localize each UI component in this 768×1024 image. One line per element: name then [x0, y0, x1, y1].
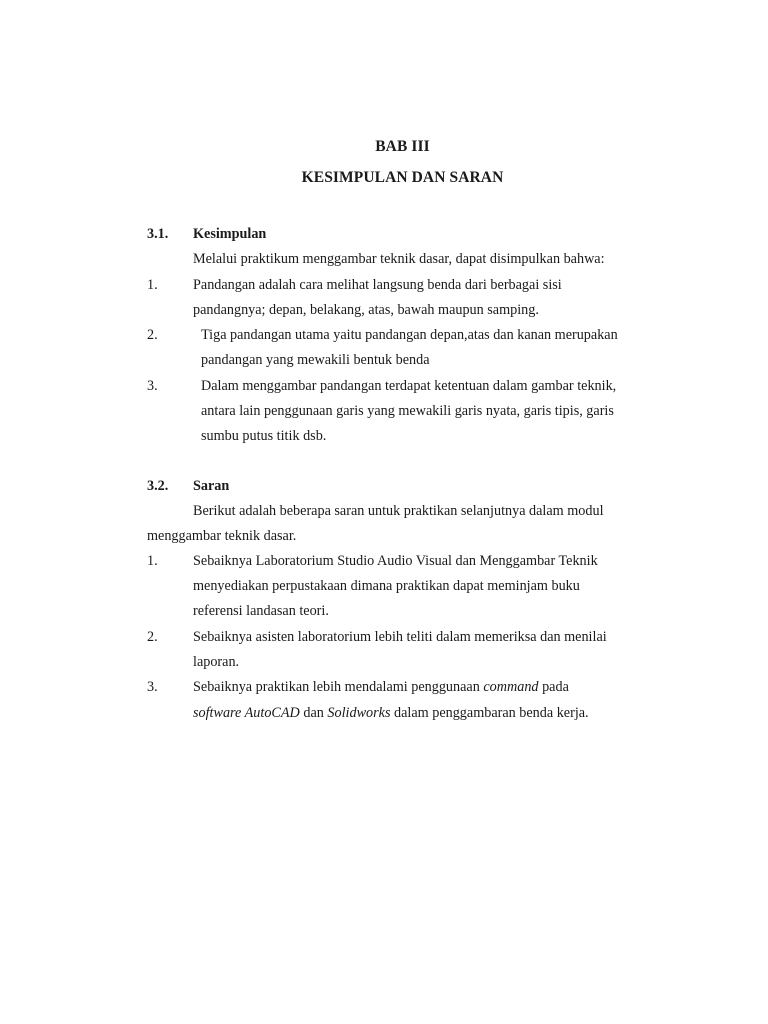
chapter-title: KESIMPULAN DAN SARAN	[301, 169, 504, 186]
kesimpulan-item-3-line-1: Dalam menggambar pandangan terdapat ketentuan dalam gambar teknik,	[201, 378, 617, 394]
saran-item-3-italic-software: software AutoCAD	[193, 705, 300, 721]
kesimpulan-item-3-line-2: antara lain penggunaan garis yang mewakili garis nyata, garis tipis, garis	[201, 403, 614, 419]
saran-item-1-line-1: Sebaiknya Laboratorium Studio Audio Visual dan Menggambar Teknik	[193, 553, 598, 569]
saran-item-2-number: 2.	[147, 629, 158, 645]
saran-item-3-text-a: Sebaiknya praktikan lebih mendalami penggunaan	[193, 679, 480, 695]
saran-item-1-number: 1.	[147, 553, 158, 569]
saran-intro-line-1: Berikut adalah beberapa saran untuk praktikan selanjutnya dalam modul	[193, 503, 604, 519]
kesimpulan-intro: Melalui praktikum menggambar teknik dasar, dapat disimpulkan bahwa:	[193, 251, 605, 267]
kesimpulan-item-2-number: 2.	[147, 327, 158, 343]
saran-item-3-text-d: dalam penggambaran benda kerja.	[394, 705, 589, 721]
kesimpulan-item-3-number: 3.	[147, 378, 158, 394]
saran-item-2-line-1: Sebaiknya asisten laboratorium lebih teliti dalam memeriksa dan menilai	[193, 629, 607, 645]
saran-item-3-text-c: dan	[303, 705, 324, 721]
kesimpulan-item-1-line-1: Pandangan adalah cara melihat langsung benda dari berbagai sisi	[193, 277, 562, 293]
kesimpulan-item-1-number: 1.	[147, 277, 158, 293]
saran-item-3-number: 3.	[147, 679, 158, 695]
kesimpulan-item-2-line-2: pandangan yang mewakili bentuk benda	[201, 352, 430, 368]
saran-item-3-line-1	[193, 679, 658, 696]
kesimpulan-item-1-line-2: pandangnya; depan, belakang, atas, bawah maupun samping.	[193, 302, 539, 318]
section-number-kesimpulan: 3.1.	[147, 226, 169, 242]
saran-item-2-line-2: laporan.	[193, 654, 240, 670]
section-heading-saran: Saran	[193, 478, 230, 494]
section-number-saran: 3.2.	[147, 478, 169, 494]
saran-intro-line-2: menggambar teknik dasar.	[147, 528, 297, 544]
saran-item-3-italic-solidworks: Solidworks	[327, 705, 391, 721]
saran-item-3-italic-command: command	[483, 679, 539, 695]
section-heading-kesimpulan: Kesimpulan	[193, 226, 267, 242]
saran-item-1-line-2: menyediakan perpustakaan dimana praktikan dapat meminjam buku	[193, 578, 580, 594]
chapter-label: BAB III	[375, 138, 430, 155]
kesimpulan-item-3-line-3: sumbu putus titik dsb.	[201, 428, 327, 444]
saran-item-3-text-b: pada	[542, 679, 569, 695]
saran-item-3-line-2	[193, 705, 589, 722]
kesimpulan-item-2-line-1: Tiga pandangan utama yaitu pandangan depan,atas dan kanan merupakan	[201, 327, 618, 343]
saran-item-1-line-3: referensi landasan teori.	[193, 603, 329, 619]
